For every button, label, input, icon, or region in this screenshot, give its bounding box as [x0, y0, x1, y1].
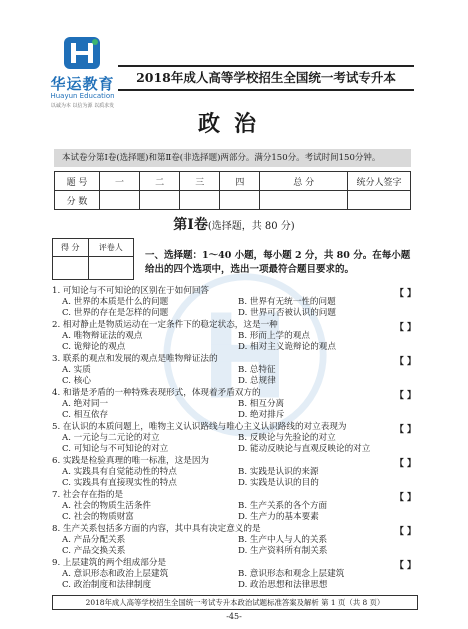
exam-notice: 本试卷分第Ⅰ卷(选择题)和第Ⅱ卷(非选择题)两部分。满分150分。考试时间150分钟。: [54, 149, 411, 167]
part-title: [0, 214, 468, 234]
score-table-header-row: [55, 172, 411, 191]
answer-bracket[interactable]: 【 】: [394, 459, 416, 469]
question-stem: 4. 和谐是矛盾的一种特殊表现形式，体现着矛盾双方的: [52, 388, 261, 398]
score-input-cell[interactable]: [260, 191, 348, 210]
option-d: D. 世界可否被认识的问题: [238, 308, 336, 318]
option-b: B. 实践是认识的来源: [238, 467, 319, 477]
score-input-cell[interactable]: [220, 191, 260, 210]
option-d: D. 生产力的基本要素: [238, 512, 319, 522]
option-c: C. 政治制度和法律制度: [62, 580, 152, 590]
option-c: C. 可知论与不可知论的对立: [62, 444, 169, 454]
score-cell: 题 号: [55, 172, 100, 191]
subject-title: 政治: [197, 111, 270, 137]
grader-name-cell[interactable]: [88, 257, 133, 280]
score-input-cell[interactable]: [180, 191, 220, 210]
answer-bracket[interactable]: 【 】: [394, 493, 416, 503]
exam-header: 2018年成人高等学校招生全国统一考试专升本: [118, 65, 414, 91]
question-stem: 6. 实践是检验真理的唯一标准，这是因为: [52, 456, 210, 466]
option-d: D. 生产资料所有制关系: [238, 546, 328, 556]
grader-score-cell[interactable]: [53, 257, 89, 280]
grader-name-label: 评卷人: [88, 239, 133, 257]
option-b: B. 相互分离: [238, 399, 285, 409]
grader-table: [52, 238, 134, 280]
brand-logo-icon: [62, 35, 102, 71]
option-a: A. 意识形态和政治上层建筑: [62, 569, 169, 579]
option-a: A. 实质: [62, 365, 91, 375]
score-table: [54, 171, 411, 210]
score-cell: 总 分: [260, 172, 348, 191]
option-d: D. 实践是认识的目的: [238, 478, 319, 488]
score-cell: 四: [220, 172, 260, 191]
option-b: B. 形而上学的观点: [238, 331, 310, 341]
option-d: D. 能动反映论与直观反映论的对立: [238, 444, 371, 454]
score-input-cell[interactable]: [348, 191, 411, 210]
option-c: C. 产品交换关系: [62, 546, 126, 556]
option-b: B. 生产中人与人的关系: [238, 535, 328, 545]
option-c: C. 世界的存在是怎样的问题: [62, 308, 169, 318]
score-cell: 三: [180, 172, 220, 191]
question-stem: 9. 上层建筑的两个组成部分是: [52, 558, 167, 568]
section-instruction: 一、选择题：1～40 小题，每小题 2 分，共 80 分。在每小题给出的四个选项中，选出一项最符合题目要求的。: [145, 250, 411, 275]
option-d: D. 政治思想和法律思想: [238, 580, 328, 590]
brand-tagline: 以诚为本 以信为源 以质求发: [50, 103, 115, 109]
question-stem: 3. 联系的观点和发展的观点是唯物辩证法的: [52, 354, 218, 364]
question-stem: 2. 相对静止是物质运动在一定条件下的稳定状态，这是一种: [52, 320, 278, 330]
answer-bracket[interactable]: 【 】: [394, 289, 416, 299]
option-a: A. 社会的物质生活条件: [62, 501, 152, 511]
option-c: C. 实践具有直接现实性的特点: [62, 478, 177, 488]
brand-logo: [40, 35, 125, 113]
option-d: D. 绝对排斥: [238, 410, 285, 420]
score-cell: 分 数: [55, 191, 100, 210]
option-b: B. 意识形态和观念上层建筑: [238, 569, 345, 579]
part-subtitle: (选择题，共 80 分): [207, 221, 295, 232]
option-d: D. 总规律: [238, 376, 276, 386]
option-a: A. 实践具有自觉能动性的特点: [62, 467, 177, 477]
answer-bracket[interactable]: 【 】: [394, 323, 416, 333]
brand-name: 华运教育: [50, 75, 115, 93]
option-d: D. 相对主义诡辩论的观点: [238, 342, 336, 352]
question-stem: 8. 生产关系包括多方面的内容，其中具有决定意义的是: [52, 524, 261, 534]
score-cell: 统分人签字: [348, 172, 411, 191]
question-stem: 5. 在认识的本质问题上，唯物主义认识路线与唯心主义认识路线的对立表现为: [52, 422, 347, 432]
brand-name-en: Huayun Education: [50, 92, 115, 100]
option-a: A. 绝对同一: [62, 399, 109, 409]
option-a: A. 世界的本质是什么的问题: [62, 297, 169, 307]
option-a: A. 唯物辩证法的观点: [62, 331, 143, 341]
option-c: C. 相互依存: [62, 410, 109, 420]
answer-bracket[interactable]: 【 】: [394, 561, 416, 571]
option-b: B. 世界有无统一性的问题: [238, 297, 336, 307]
answer-bracket[interactable]: 【 】: [394, 357, 416, 367]
question-stem: 7. 社会存在指的是: [52, 490, 124, 500]
score-input-cell[interactable]: [140, 191, 180, 210]
option-b: B. 生产关系的各个方面: [238, 501, 328, 511]
page-number: -45-: [226, 612, 242, 621]
option-a: A. 一元论与二元论的对立: [62, 433, 160, 443]
answer-bracket[interactable]: 【 】: [394, 425, 416, 435]
option-c: C. 诡辩论的观点: [62, 342, 126, 352]
option-c: C. 社会的物质财富: [62, 512, 134, 522]
answer-bracket[interactable]: 【 】: [394, 391, 416, 401]
score-table-value-row: [55, 191, 411, 210]
option-c: C. 核心: [62, 376, 91, 386]
score-cell: 二: [140, 172, 180, 191]
option-b: B. 总特征: [238, 365, 276, 375]
option-b: B. 反映论与先验论的对立: [238, 433, 336, 443]
score-cell: 一: [100, 172, 140, 191]
option-a: A. 产品分配关系: [62, 535, 126, 545]
part-title-text: 第Ⅰ卷: [173, 217, 208, 233]
page-footer: 2018年成人高等学校招生全国统一考试专升本政治试题标准答案及解析 第 1 页（共 8 页）: [52, 595, 418, 610]
question-stem: 1. 可知论与不可知论的区别在于如何回答: [52, 286, 210, 296]
answer-bracket[interactable]: 【 】: [394, 527, 416, 537]
grader-score-label: 得 分: [53, 239, 89, 257]
score-input-cell[interactable]: [100, 191, 140, 210]
